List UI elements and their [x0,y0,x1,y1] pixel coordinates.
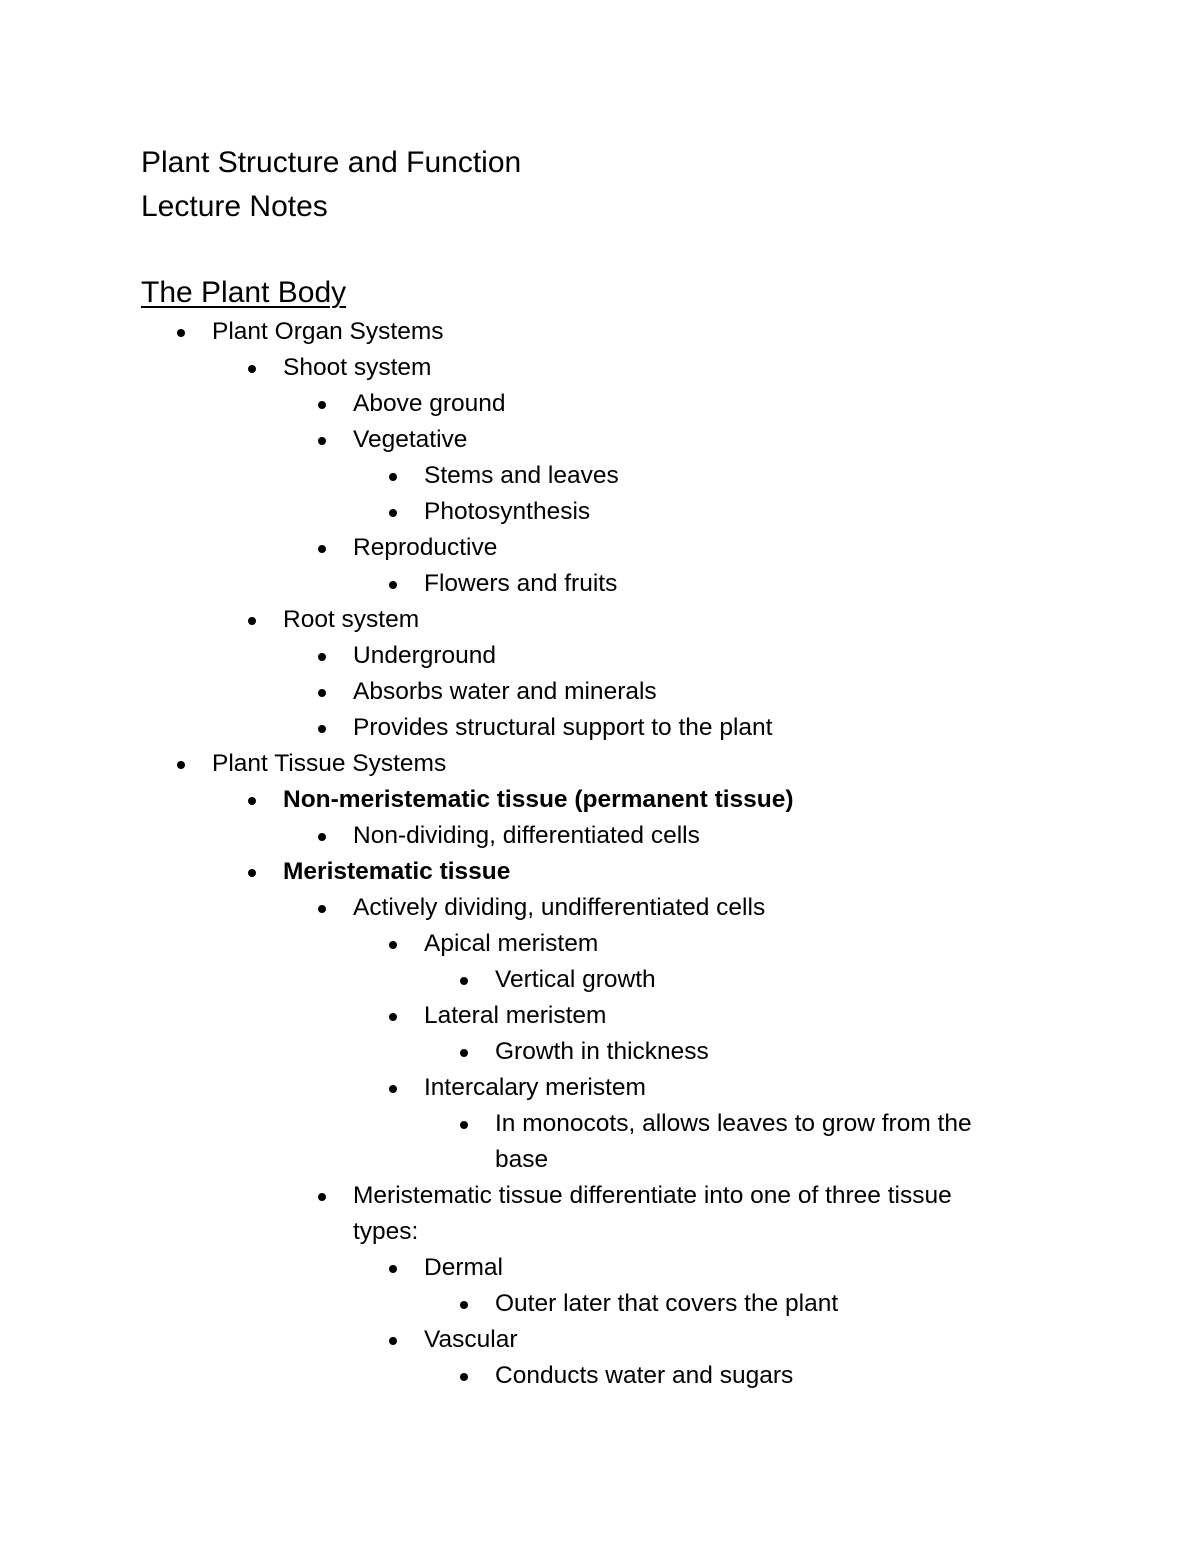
list-item-text: Actively dividing, undifferentiated cells [353,894,766,921]
bullet-icon [460,977,468,985]
list-item-text: Photosynthesis [424,498,591,525]
list-item [0,458,1200,494]
list-item [0,386,1200,422]
list-item-continuation [0,1142,1200,1178]
bullet-icon [248,797,256,805]
list-item [0,962,1200,998]
bullet-icon [460,1373,468,1381]
list-item [0,1034,1200,1070]
list-item-text: Root system [283,606,420,633]
bullet-icon [248,869,256,877]
list-item-text: Underground [353,642,497,669]
list-item [0,314,1200,350]
bullet-icon [389,941,397,949]
list-item-text: Plant Organ Systems [212,318,444,345]
bullet-icon [248,617,256,625]
list-item [0,638,1200,674]
list-item-text: Stems and leaves [424,462,619,489]
list-item [0,1250,1200,1286]
list-item-text: In monocots, allows leaves to grow from the [495,1110,972,1137]
bullet-icon [389,1337,397,1345]
document-title: Plant Structure and Function [141,146,522,179]
bullet-icon [318,725,326,733]
list-item [0,1106,1200,1142]
list-item [0,1070,1200,1106]
list-item-text: Plant Tissue Systems [212,750,447,777]
list-item [0,1358,1200,1394]
section-heading: The Plant Body [141,276,347,309]
bullet-icon [177,761,185,769]
list-item-text: Flowers and fruits [424,570,618,597]
document-subtitle: Lecture Notes [141,190,328,223]
list-item-text: Vascular [424,1326,518,1353]
list-item [0,1322,1200,1358]
list-item-text: Above ground [353,390,506,417]
bullet-icon [389,509,397,517]
list-item-text: Meristematic tissue [283,858,511,885]
list-item-text: Growth in thickness [495,1038,709,1065]
list-item-text: Lateral meristem [424,1002,607,1029]
list-item-text: Non-dividing, differentiated cells [353,822,700,849]
list-item [0,746,1200,782]
list-item [0,1178,1200,1214]
list-item-text: Shoot system [283,354,432,381]
list-item-continuation-text: types: [353,1218,419,1245]
list-item [0,422,1200,458]
list-item [0,602,1200,638]
bullet-icon [389,1013,397,1021]
list-item-text: Absorbs water and minerals [353,678,657,705]
bullet-icon [389,1265,397,1273]
list-item [0,854,1200,890]
list-item-continuation-text: base [495,1146,549,1173]
list-item [0,350,1200,386]
list-item-text: Apical meristem [424,930,599,957]
list-item [0,890,1200,926]
list-item-text: Vegetative [353,426,468,453]
list-item-text: Dermal [424,1254,503,1281]
bullet-icon [318,653,326,661]
list-item [0,566,1200,602]
list-item-text: Reproductive [353,534,498,561]
bullet-icon [318,905,326,913]
list-item [0,818,1200,854]
bullet-icon [177,329,185,337]
list-item-continuation [0,1214,1200,1250]
list-item [0,998,1200,1034]
list-item-text: Outer later that covers the plant [495,1290,839,1317]
bullet-icon [389,581,397,589]
bullet-icon [318,833,326,841]
bullet-outline [0,314,1200,1394]
list-item-text: Intercalary meristem [424,1074,646,1101]
list-item [0,494,1200,530]
bullet-icon [460,1121,468,1129]
list-item-text: Conducts water and sugars [495,1362,794,1389]
bullet-icon [318,401,326,409]
list-item-text: Provides structural support to the plant [353,714,773,741]
list-item [0,710,1200,746]
bullet-icon [389,1085,397,1093]
bullet-icon [389,473,397,481]
list-item [0,530,1200,566]
bullet-icon [248,365,256,373]
list-item-text: Vertical growth [495,966,656,993]
bullet-icon [318,545,326,553]
bullet-icon [318,1193,326,1201]
list-item [0,926,1200,962]
bullet-icon [318,689,326,697]
list-item [0,674,1200,710]
list-item [0,1286,1200,1322]
list-item-text: Meristematic tissue differentiate into one of three tissue [353,1182,952,1209]
list-item [0,782,1200,818]
bullet-icon [460,1301,468,1309]
bullet-icon [460,1049,468,1057]
list-item-text: Non-meristematic tissue (permanent tissue) [283,786,794,813]
bullet-icon [318,437,326,445]
